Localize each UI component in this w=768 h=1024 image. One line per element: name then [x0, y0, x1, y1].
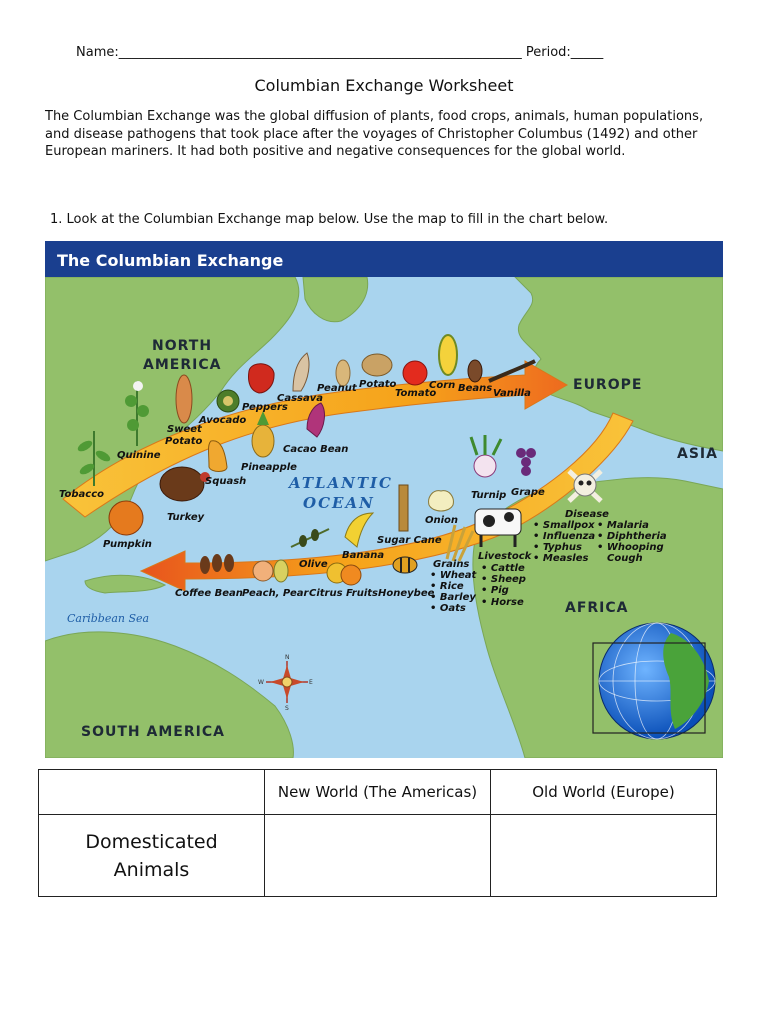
beans-icon — [468, 360, 482, 382]
disease-item: • Malaria — [597, 520, 649, 531]
honeybee-icon — [393, 557, 417, 573]
grains-title: Grains — [433, 559, 470, 570]
label-africa: AFRICA — [565, 600, 629, 616]
label-beans: Beans — [458, 383, 493, 394]
compass-w: W — [258, 679, 264, 686]
label-america: AMERICA — [143, 357, 222, 373]
disease-item: • Smallpox — [533, 520, 595, 531]
sweet-potato-icon — [176, 375, 192, 423]
livestock-item: • Cattle — [481, 563, 525, 574]
citrus-fruits-icon — [327, 563, 361, 585]
label-quinine: Quinine — [117, 450, 161, 461]
livestock-item: • Pig — [481, 585, 509, 596]
label-south-america: SOUTH AMERICA — [81, 724, 225, 740]
period-blank[interactable]: _____ — [570, 45, 604, 60]
label-north: NORTH — [152, 338, 213, 354]
label-tobacco: Tobacco — [59, 489, 105, 500]
label-europe: EUROPE — [573, 377, 643, 393]
label-coffee-bean: Coffee Bean — [175, 588, 243, 599]
label-turkey: Turkey — [167, 512, 205, 523]
label-corn: Corn — [429, 380, 456, 391]
disease-item: • Diphtheria — [597, 531, 667, 542]
chart-header-new-world: New World (The Americas) — [265, 770, 491, 815]
label-pumpkin: Pumpkin — [103, 539, 152, 550]
chart-header-blank — [39, 770, 265, 815]
disease-item: • Influenza — [533, 531, 596, 542]
name-label: Name: — [76, 45, 119, 60]
animals-chart — [38, 769, 717, 897]
coffee-bean-icon — [200, 554, 234, 574]
label-caribbean-sea: Caribbean Sea — [67, 612, 150, 625]
question-1: 1. Look at the Columbian Exchange map below. Use the map to fill in the chart below. — [50, 212, 609, 227]
livestock-title: Livestock — [478, 551, 532, 562]
label-vanilla: Vanilla — [493, 388, 531, 399]
skull-crossbones-icon — [569, 471, 601, 501]
intro-paragraph: The Columbian Exchange was the global diffusion of plants, food crops, animals, human populations, and disease pathogens that took place after the voyages of Christopher Columbus (1492) and other European mariners. It had both positive and negative consequences for the global world. — [45, 109, 704, 159]
row-label-domesticated-animals: Domesticated Animals — [39, 815, 265, 897]
label-peppers: Peppers — [242, 402, 288, 413]
disease-item: • Whooping — [597, 542, 664, 553]
label-peanut: Peanut — [317, 383, 357, 394]
label-onion: Onion — [425, 515, 459, 526]
name-period-line — [76, 45, 603, 60]
grains-item: • Oats — [430, 603, 466, 614]
label-asia: ASIA — [677, 446, 718, 462]
potato-icon — [362, 354, 392, 376]
disease-title: Disease — [565, 509, 609, 520]
sugar-cane-icon — [399, 485, 408, 531]
map-title: The Columbian Exchange — [57, 251, 284, 270]
tomato-icon — [403, 361, 427, 385]
compass-n: N — [285, 654, 290, 661]
label-potato: Potato — [359, 379, 397, 390]
label-squash: Squash — [205, 476, 247, 487]
period-label: Period: — [525, 45, 571, 60]
label-peach-pear: Peach, Pear — [242, 588, 309, 599]
disease-item: • Measles — [533, 553, 589, 564]
label-grape: Grape — [511, 487, 545, 498]
corn-icon — [439, 335, 457, 375]
label-atlantic: ATLANTIC — [289, 474, 393, 492]
compass-e: E — [309, 679, 313, 686]
chart-header-old-world: Old World (Europe) — [491, 770, 717, 815]
compass-s: S — [285, 705, 289, 712]
label-sweet: Sweet — [167, 424, 202, 435]
columbian-exchange-map — [45, 241, 723, 758]
livestock-item: • Horse — [481, 597, 524, 608]
grains-item: • Barley — [430, 592, 476, 603]
disease-item: Cough — [607, 553, 643, 564]
livestock-item: • Sheep — [481, 574, 526, 585]
label-pineapple: Pineapple — [241, 462, 297, 473]
label-ocean: OCEAN — [303, 494, 375, 512]
onion-icon — [429, 491, 454, 511]
label-sugar-cane: Sugar Cane — [377, 535, 442, 546]
label-tomato: Tomato — [395, 388, 437, 399]
pumpkin-icon — [109, 501, 143, 535]
table-row — [39, 815, 717, 897]
label-citrus-fruits: Citrus Fruits — [309, 588, 378, 599]
grains-item: • Rice — [430, 581, 464, 592]
label-honeybee: Honeybee — [378, 588, 435, 599]
disease-item: • Typhus — [533, 542, 582, 553]
label-cassava: Cassava — [277, 393, 324, 404]
label-banana: Banana — [342, 550, 385, 561]
grains-item: • Wheat — [430, 570, 477, 581]
name-blank[interactable]: ______________________________________________________________ — [118, 45, 522, 60]
cell-new-world-animals[interactable] — [265, 815, 491, 897]
chart-header-row — [39, 770, 717, 815]
label-olive: Olive — [299, 559, 328, 570]
cell-old-world-animals[interactable] — [491, 815, 717, 897]
label-avocado: Avocado — [199, 415, 247, 426]
label-potato-sweet: Potato — [165, 436, 203, 447]
label-turnip: Turnip — [471, 490, 507, 501]
worksheet-title: Columbian Exchange Worksheet — [254, 76, 514, 95]
label-cacao-bean: Cacao Bean — [283, 444, 349, 455]
